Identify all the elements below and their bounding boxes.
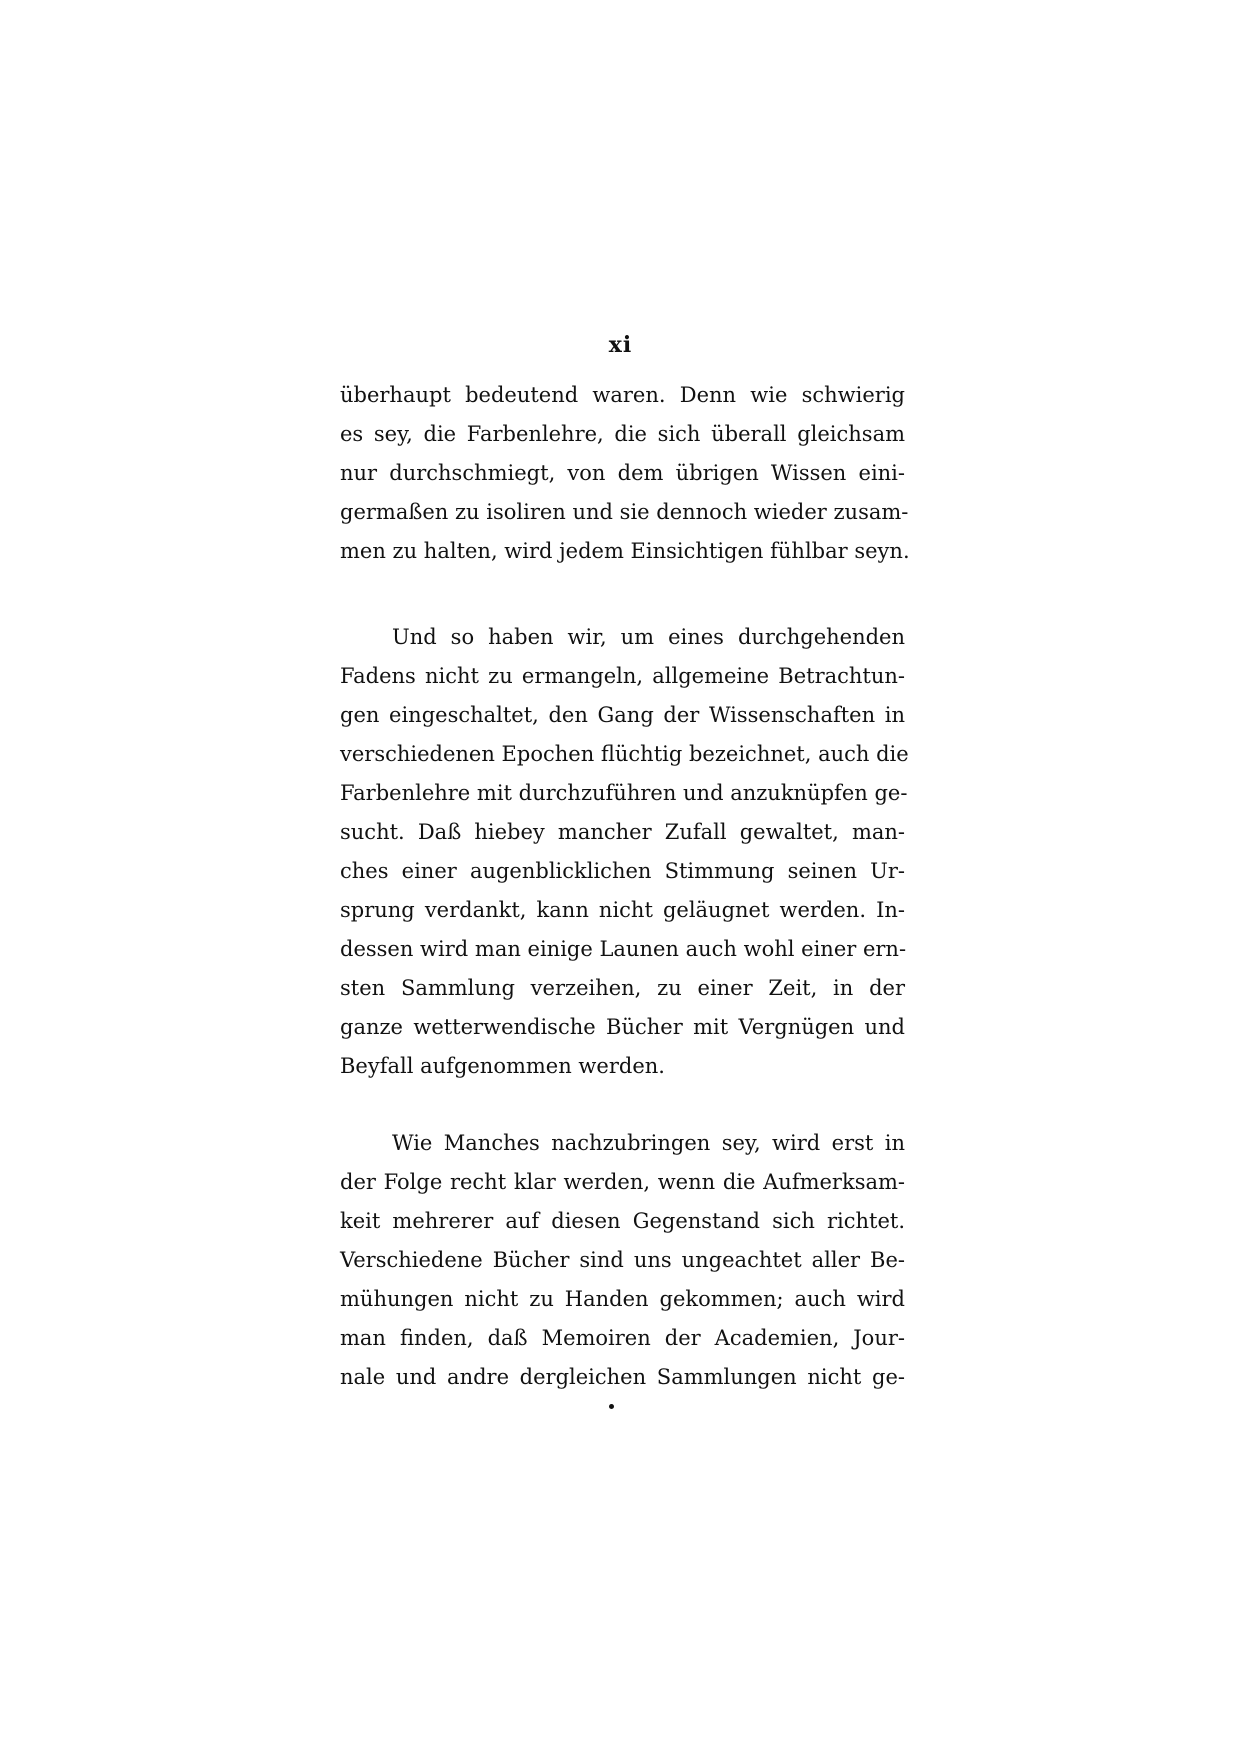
text-line: sucht. Daß hiebey mancher Zufall gewaltet, man-: [340, 820, 905, 844]
text-line: Verschiedene Bücher sind uns ungeachtet aller Be-: [340, 1248, 905, 1272]
text-line: dessen wird man einige Launen auch wohl einer ern-: [340, 937, 907, 961]
text-line: man finden, daß Memoiren der Academien, Jour-: [340, 1326, 905, 1350]
text-line: men zu halten, wird jedem Einsichtigen fühlbar seyn.: [340, 539, 910, 563]
text-line: Wie Manches nachzubringen sey, wird erst in: [392, 1131, 905, 1155]
text-line: mühungen nicht zu Handen gekommen; auch wird: [340, 1287, 905, 1311]
text-line: ches einer augenblicklichen Stimmung seinen Ur-: [340, 859, 905, 883]
text-line: überhaupt bedeutend waren. Denn wie schwierig: [340, 383, 905, 407]
text-line: keit mehrerer auf diesen Gegenstand sich richtet.: [340, 1209, 905, 1233]
text-line: es sey, die Farbenlehre, die sich überall gleichsam: [340, 422, 905, 446]
paragraph-1: [340, 376, 910, 571]
paragraph-3: [340, 1124, 905, 1397]
text-line: sprung verdankt, kann nicht geläugnet werden. In-: [340, 898, 905, 922]
paragraph-2: [340, 618, 909, 1086]
text-line: sten Sammlung verzeihen, zu einer Zeit, in der: [340, 976, 905, 1000]
text-line: Und so haben wir, um eines durchgehenden: [392, 625, 905, 649]
text-line: gen eingeschaltet, den Gang der Wissenschaften in: [340, 703, 905, 727]
text-line: der Folge recht klar werden, wenn die Aufmerksam-: [340, 1170, 905, 1194]
text-line: nale und andre dergleichen Sammlungen nicht ge-: [340, 1365, 905, 1389]
text-line: Fadens nicht zu ermangeln, allgemeine Betrachtun-: [340, 664, 905, 688]
text-line: Beyfall aufgenommen werden.: [340, 1054, 665, 1078]
text-line: nur durchschmiegt, von dem übrigen Wissen eini-: [340, 461, 905, 485]
text-line: ganze wetterwendische Bücher mit Vergnügen und: [340, 1015, 905, 1039]
text-line: verschiedenen Epochen flüchtig bezeichnet, auch die: [340, 742, 909, 766]
text-line: germaßen zu isoliren und sie dennoch wieder zusam-: [340, 500, 909, 524]
signature-mark: [609, 1404, 614, 1409]
page-number: xi: [608, 332, 633, 358]
text-line: Farbenlehre mit durchzuführen und anzuknüpfen ge-: [340, 781, 908, 805]
